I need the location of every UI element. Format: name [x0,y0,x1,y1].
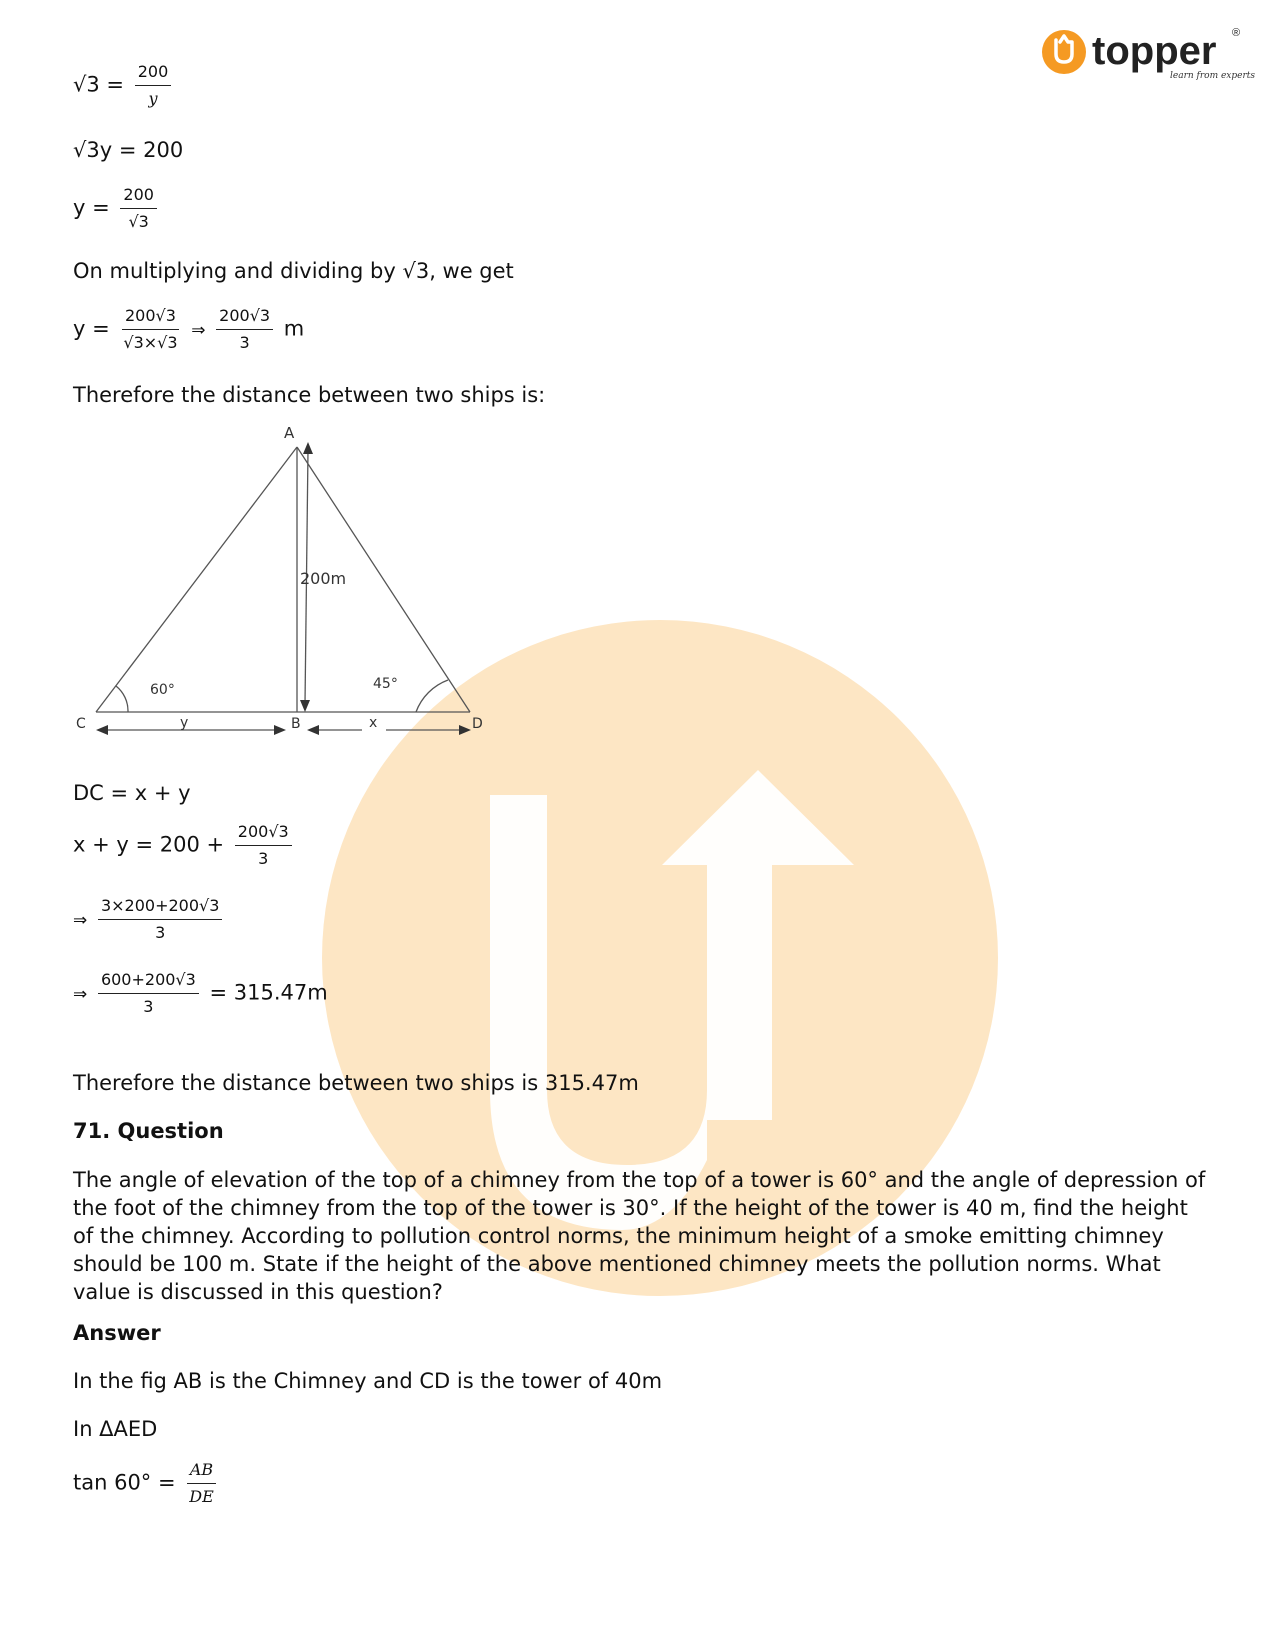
numerator: AB [187,1460,216,1484]
arrow-head-c [96,725,108,735]
fraction [135,62,172,109]
denominator: √3 [128,212,149,231]
arrow-head-d [459,725,471,735]
line-ac [96,447,297,712]
denominator: 3 [155,923,166,942]
text-line-multiply: On multiplying and dividing by √3, we get [73,259,514,283]
text-line-distance: Therefore the distance between two ships is: [73,383,546,407]
numerator: 3×200+200√3 [98,896,222,920]
implies-arrow: ⇒ [73,910,88,931]
arrow-head-b [274,725,286,735]
eq-line-3 [73,185,161,232]
topper-logo [1040,22,1256,92]
eq-text: y = [73,195,110,220]
numerator: 600+200√3 [98,970,199,994]
eq-text: tan 60° = [73,1470,176,1495]
angle-arc-right [416,680,448,712]
brand-tagline: learn from experts [1170,71,1256,81]
angle-left-label: 60° [150,682,175,698]
fraction [98,896,222,943]
eq-line-dc: DC = x + y [73,781,191,805]
fraction [235,822,292,869]
height-label: 200m [300,569,347,588]
numerator: 200√3 [235,822,292,846]
label-b: B [291,716,301,732]
label-a: A [284,424,295,442]
ships-diagram [70,424,510,777]
implies-arrow: ⇒ [73,984,88,1005]
arrow-head-up [303,442,313,454]
eq-line-2: √3y = 200 [73,138,184,162]
label-d: D [472,716,483,732]
eq-line-1 [73,62,175,109]
eq-result: = 315.47m [209,980,328,1005]
unit: m [283,316,305,341]
question-heading: 71. Question [73,1119,224,1143]
angle-right-label: 45° [373,676,398,692]
eq-text: y = [73,316,110,341]
fraction [186,1460,217,1507]
implies-arrow: ⇒ [191,320,206,341]
question-text: The angle of elevation of the top of a chimney from the top of a tower is 60° and the angle of depression of the foot of the chimney from the top of the tower is 30°. If the height of the tower is 40 m, find the height of the chimney. According to pollution control norms, the minimum height of a smoke emitting chimney should be 100 m. State if the height of the above mentioned chimney meets the pollution norms. What value is discussed in this question? [73,1168,1206,1304]
fraction [120,185,157,232]
fraction-1 [120,306,180,353]
eq-line-10 [73,970,328,1017]
answer-line-1: In the fig AB is the Chimney and CD is the tower of 40m [73,1369,663,1393]
eq-line-9 [73,896,226,943]
denominator: 3 [143,997,154,1016]
arrow-head-down [300,700,310,712]
numerator: 200 [120,185,157,209]
arrow-head-b2 [307,725,319,735]
numerator: 200 [135,62,172,86]
numerator: 200√3 [216,306,273,330]
eq-text: √3 = [73,72,125,97]
text-line-result: Therefore the distance between two ships is 315.47m [73,1071,639,1095]
fraction [98,970,199,1017]
label-c: C [76,716,86,732]
segment-y-label: y [180,715,189,731]
eq-line-5 [73,306,304,353]
segment-x-label: x [369,715,378,731]
denominator: √3×√3 [123,333,178,352]
answer-line-2: In ΔAED [73,1417,158,1441]
angle-arc-left [116,686,128,712]
eq-line-8 [73,822,296,869]
answer-heading: Answer [73,1321,161,1345]
fraction-2 [216,306,273,353]
brand-name: topper [1092,29,1217,73]
answer-line-3 [73,1460,221,1507]
denominator: 3 [258,849,269,868]
denominator: 3 [239,333,250,352]
denominator: DE [189,1487,214,1506]
numerator: 200√3 [122,306,179,330]
eq-text: x + y = 200 + [73,832,225,857]
registered-mark: ® [1232,27,1241,39]
denominator: y [148,89,158,108]
